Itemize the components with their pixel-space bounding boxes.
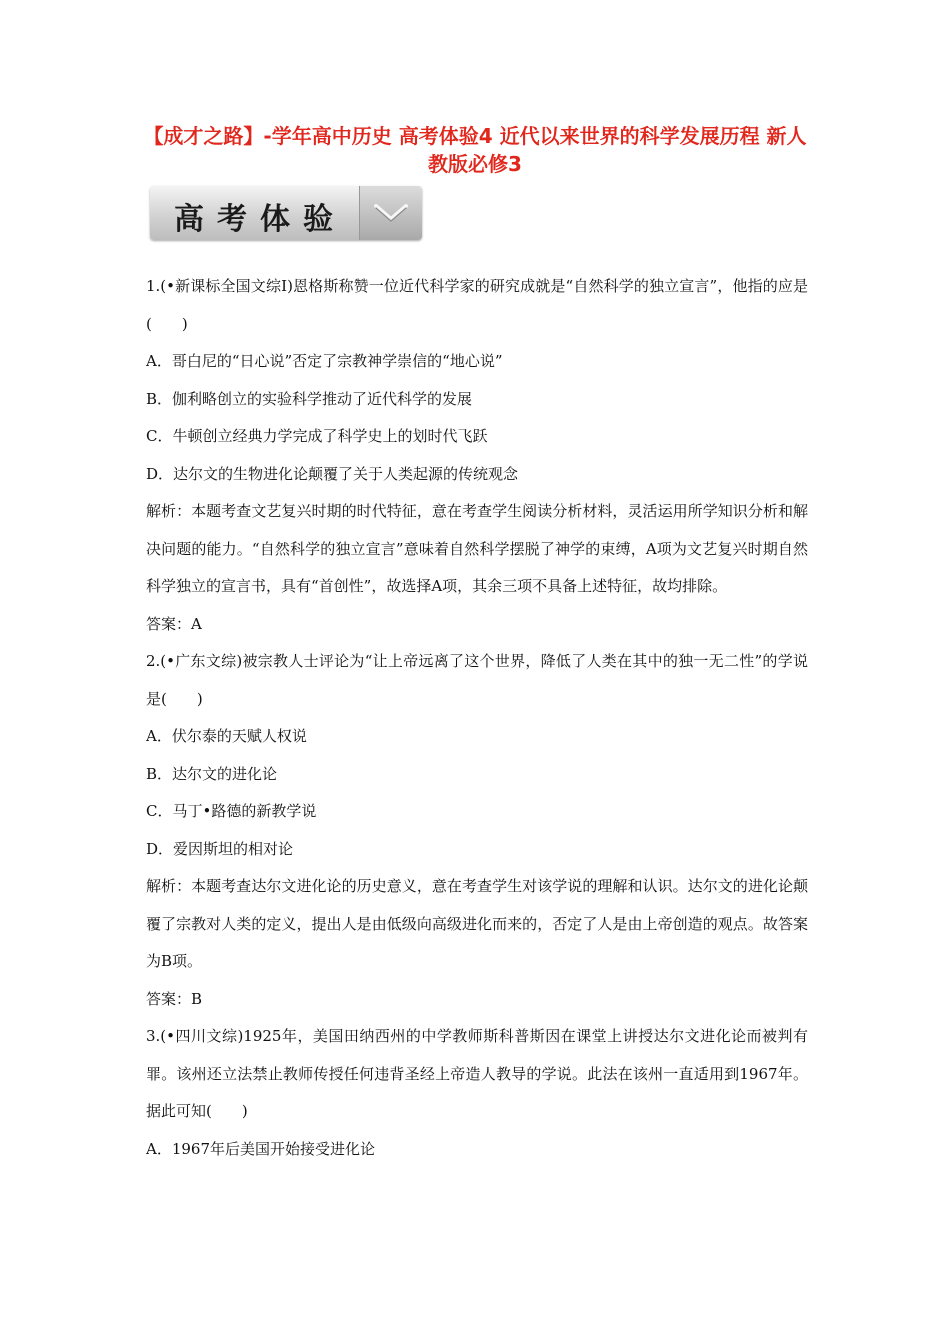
answer-text: 答案：A: [146, 614, 202, 633]
document-title: 【成才之路】-学年高中历史 高考体验4 近代以来世界的科学发展历程 新人教版必修3: [143, 124, 807, 176]
banner-label: 高考体验: [174, 202, 346, 237]
question-list: [146, 268, 808, 1168]
question-stem: 3.(•四川文综)1925年，美国田纳西州的中学教师斯科普斯因在课堂上讲授达尔文进化论而被判有罪。该州还立法禁止教师传授任何违背圣经上帝造人教导的学说。此法在该州一直适用到1967年。据此可知( ): [146, 1027, 808, 1120]
option-a: A．1967年后美国开始接受进化论: [146, 1139, 376, 1158]
option-c: C．马丁•路德的新教学说: [146, 802, 317, 820]
analysis-text: 解析：本题考查达尔文进化论的历史意义，意在考查学生对该学说的理解和认识。达尔文的进化论颠覆了宗教对人类的定义，提出人是由低级向高级进化而来的，否定了人是由上帝创造的观点。故答案为B项。: [146, 877, 808, 970]
question-3: [146, 1018, 808, 1168]
question-stem: 2.(•广东文综)被宗教人士评论为“让上帝远离了这个世界，降低了人类在其中的独一无二性”的学说是( ): [146, 652, 808, 708]
option-c: C．牛顿创立经典力学完成了科学史上的划时代飞跃: [146, 427, 488, 445]
option-a: A．哥白尼的“日心说”否定了宗教神学崇信的“地心说”: [146, 352, 503, 370]
question-1: [146, 268, 808, 643]
chevron-down-icon: [359, 186, 422, 240]
question-stem: 1.(•新课标全国文综Ⅰ)恩格斯称赞一位近代科学家的研究成就是“自然科学的独立宣言”，他指的应是( ): [146, 277, 808, 333]
option-d: D．达尔文的生物进化论颠覆了关于人类起源的传统观念: [146, 464, 519, 483]
option-b: B．伽利略创立的实验科学推动了近代科学的发展: [146, 389, 473, 408]
answer-text: 答案：B: [146, 989, 203, 1008]
analysis-text: 解析：本题考查文艺复兴时期的时代特征，意在考查学生阅读分析材料，灵活运用所学知识分析和解决问题的能力。“自然科学的独立宣言”意味着自然科学摆脱了神学的束缚，A项为文艺复兴时期自然科学独立的宣言书，具有“首创性”，故选择A项，其余三项不具备上述特征，故均排除。: [146, 502, 808, 595]
section-banner: [150, 186, 422, 240]
option-a: A．伏尔泰的天赋人权说: [146, 727, 307, 745]
question-2: [146, 643, 808, 1018]
option-b: B．达尔文的进化论: [146, 764, 278, 783]
option-d: D．爱因斯坦的相对论: [146, 839, 294, 858]
